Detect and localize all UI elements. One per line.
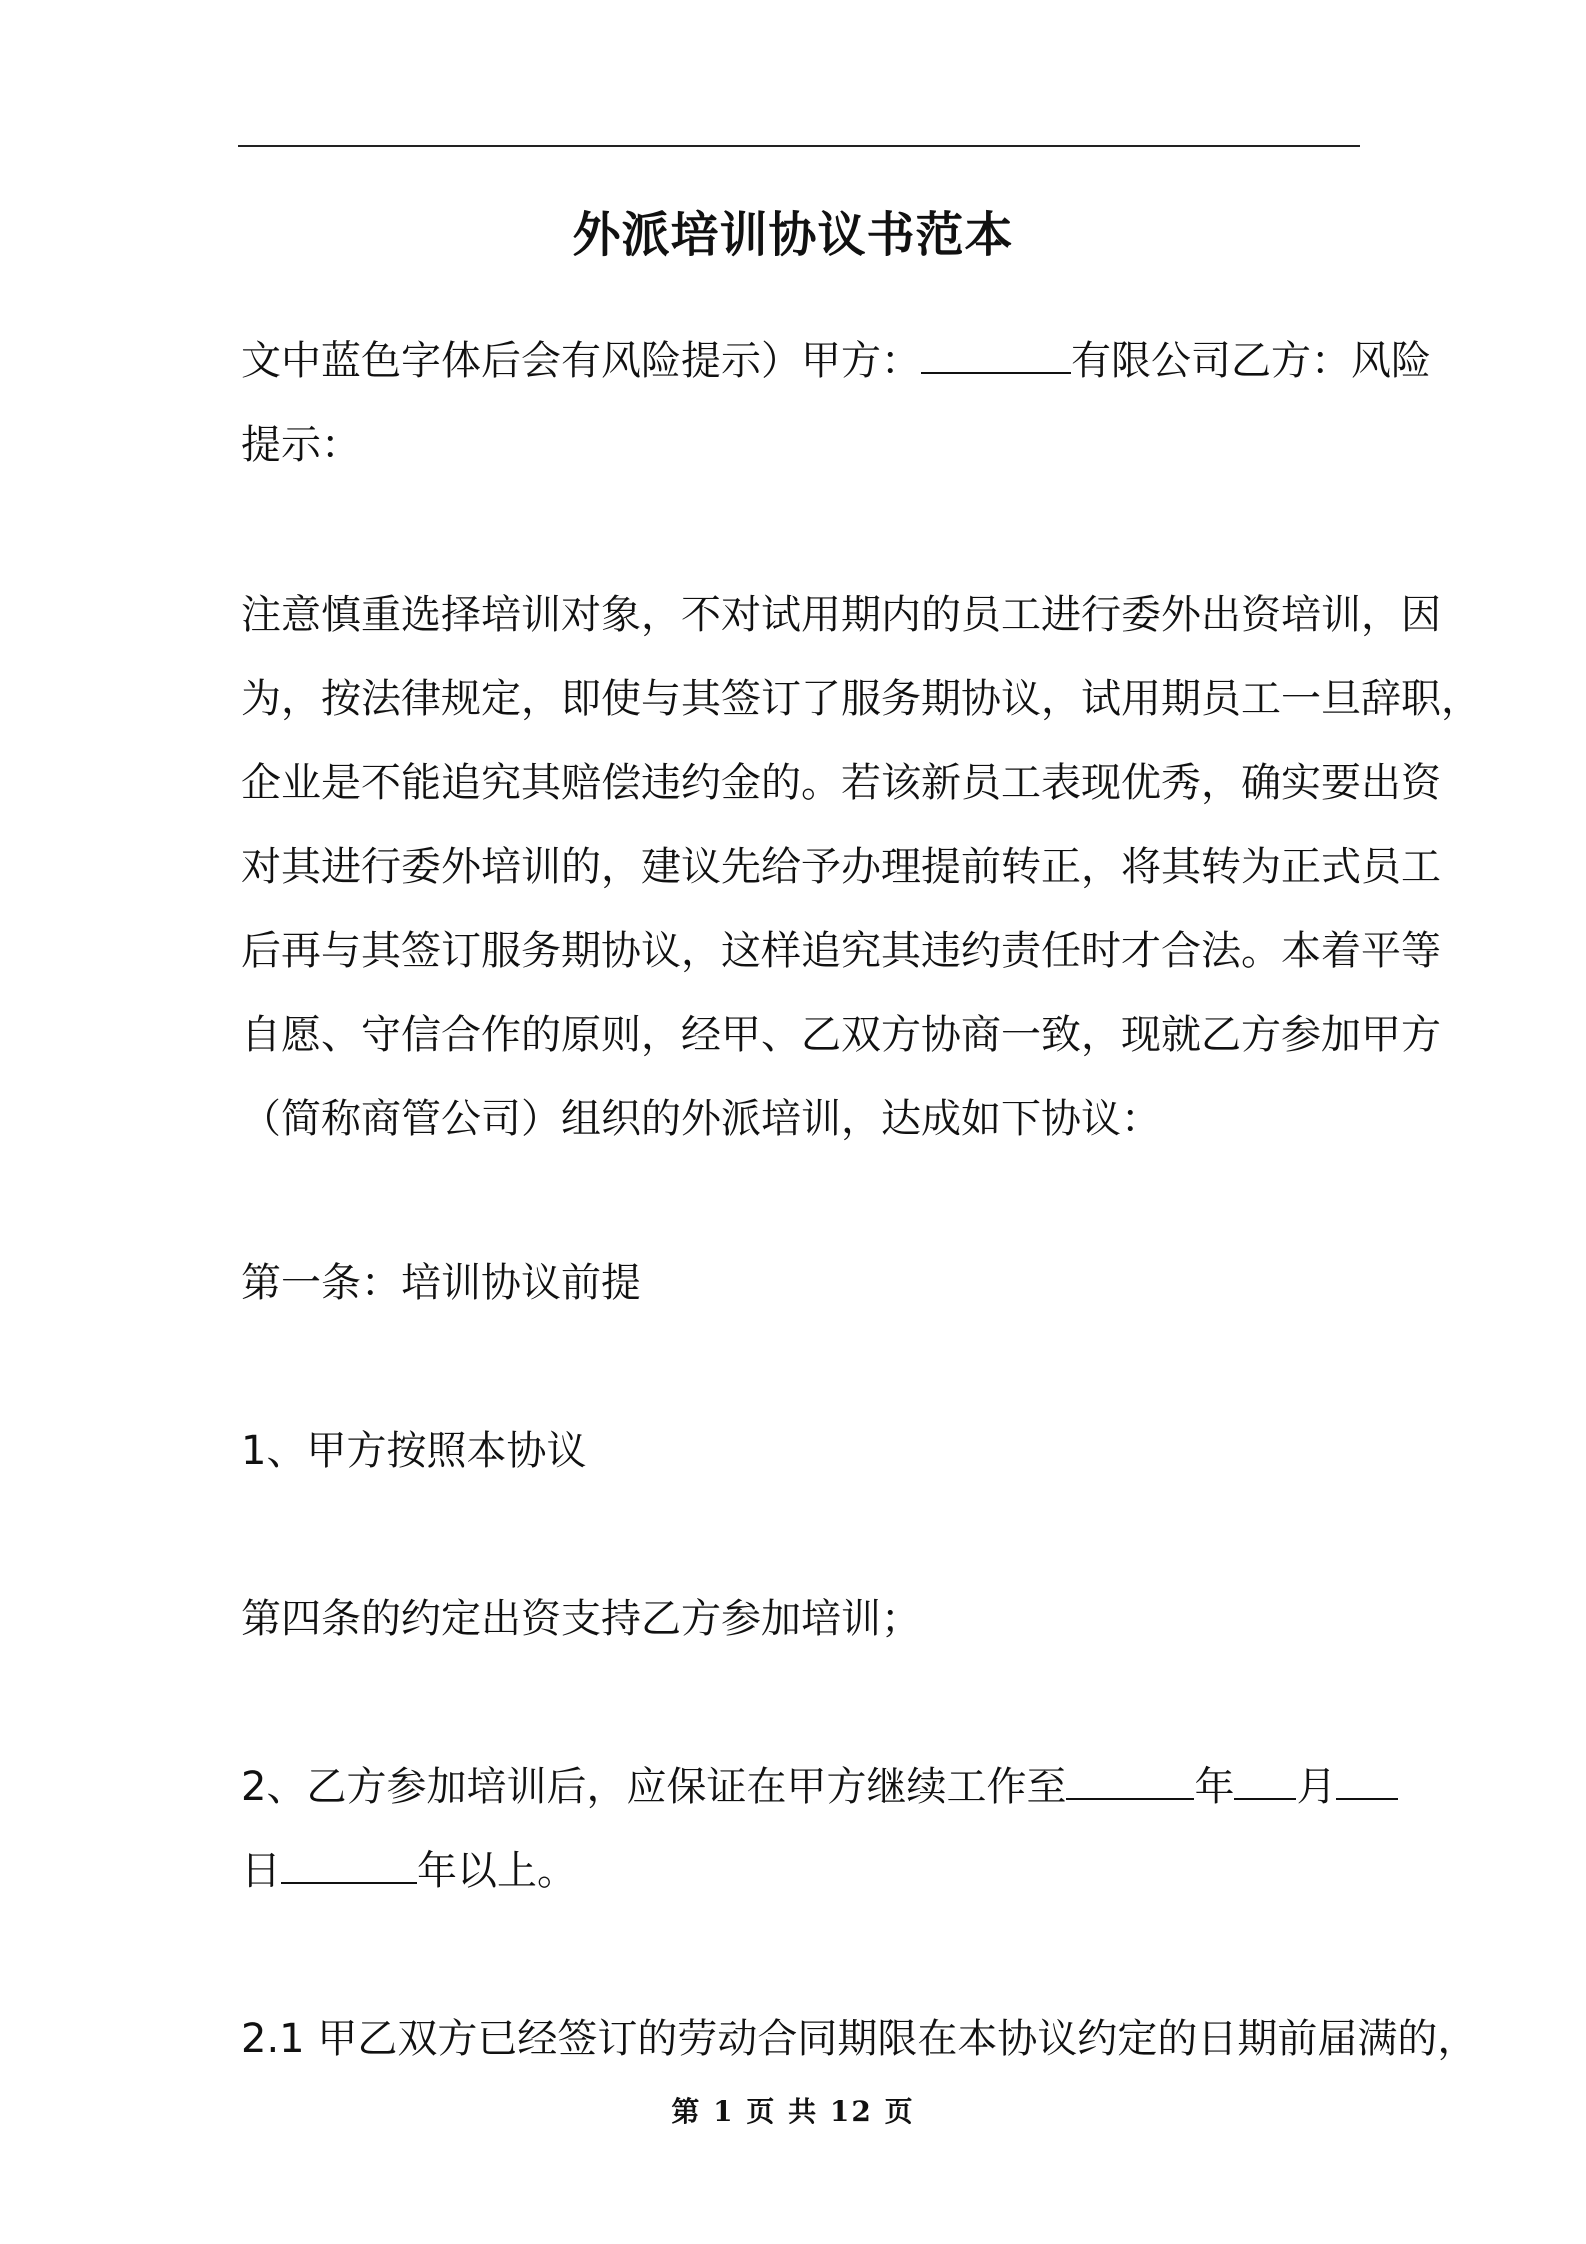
page-footer: 第 1 页 共 12 页: [671, 2095, 915, 2128]
until-month-blank: [1234, 1760, 1296, 1800]
party-a-blank: [921, 334, 1071, 374]
item-1-continued: 第四条的约定出资支持乙方参加培训；: [241, 1596, 921, 1642]
notice-line-3: 企业是不能追究其赔偿违约金的。若该新员工表现优秀，确实要出资: [241, 760, 1441, 806]
intro-text-a: 文中蓝色字体后会有风险提示）甲方：: [241, 338, 921, 384]
item-2-line-2: [241, 1841, 577, 1901]
notice-line-5: 后再与其签订服务期协议，这样追究其违约责任时才合法。本着平等: [241, 928, 1441, 974]
until-year-blank: [1066, 1760, 1194, 1800]
intro-line-2: 提示：: [241, 422, 361, 468]
notice-line-6: 自愿、守信合作的原则，经甲、乙双方协商一致，现就乙方参加甲方: [241, 1012, 1441, 1058]
item-1: 1、甲方按照本协议: [241, 1428, 587, 1474]
year-label: 年: [1194, 1764, 1235, 1810]
day-label: 日: [241, 1848, 281, 1894]
notice-line-7: （简称商管公司）组织的外派培训，达成如下协议：: [241, 1096, 1161, 1142]
intro-text-b: 有限公司乙方：风险: [1071, 338, 1431, 384]
header-rule: [238, 145, 1360, 147]
notice-line-4: 对其进行委外培训的，建议先给予办理提前转正，将其转为正式员工: [241, 844, 1441, 890]
years-count-blank: [281, 1844, 417, 1884]
notice-line-1: 注意慎重选择培训对象，不对试用期内的员工进行委外出资培训，因: [241, 592, 1441, 638]
document-title: 外派培训协议书范本: [572, 207, 1014, 263]
notice-line-2: 为，按法律规定，即使与其签订了服务期协议，试用期员工一旦辞职，: [241, 676, 1481, 722]
item-2-text-a: 2、乙方参加培训后，应保证在甲方继续工作至: [241, 1764, 1067, 1810]
item-2-text-b: 年以上。: [417, 1848, 577, 1894]
item-2-1-line-1: 2.1 甲乙双方已经签订的劳动合同期限在本协议约定的日期前届满的，: [241, 2016, 1478, 2062]
until-day-blank: [1336, 1760, 1398, 1800]
item-2-line-1: [241, 1757, 1398, 1817]
month-label: 月: [1296, 1764, 1337, 1810]
intro-line-1: [241, 331, 1431, 391]
article-1-heading: 第一条：培训协议前提: [241, 1260, 641, 1306]
